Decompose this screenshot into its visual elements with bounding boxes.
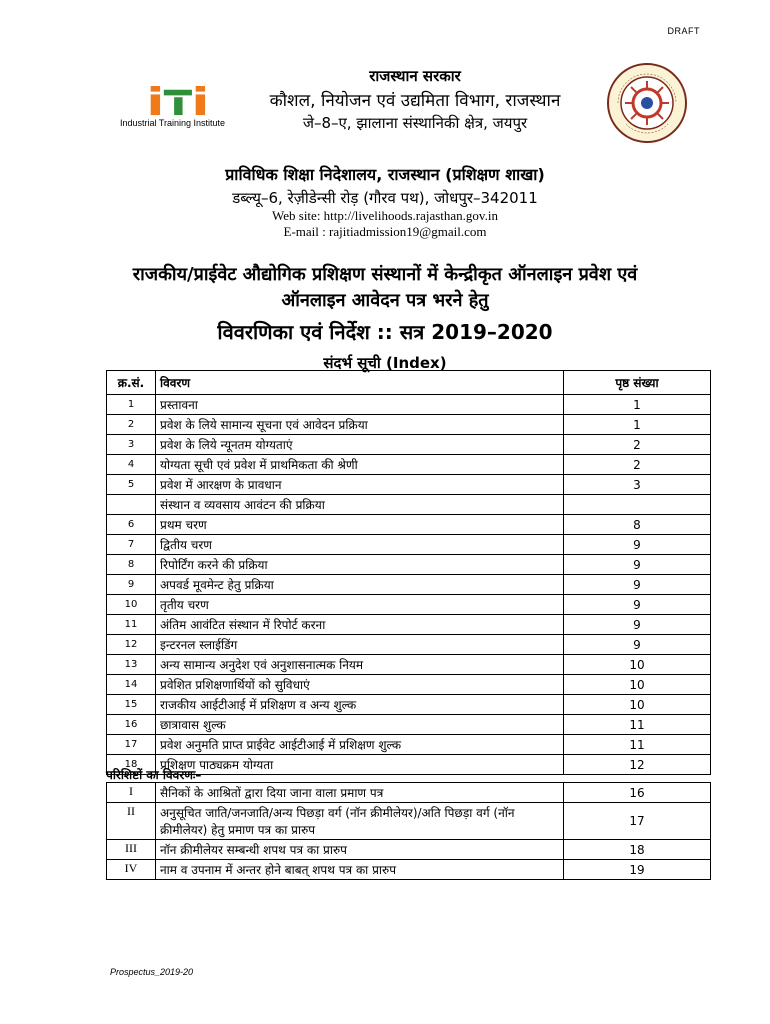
draft-label: DRAFT: [667, 26, 700, 36]
table-row: [107, 735, 711, 755]
serial-cell: 15: [107, 695, 156, 715]
serial-cell: 2: [107, 415, 156, 435]
table-row: [107, 803, 711, 840]
page-cell: 18: [564, 840, 711, 860]
government-header: [240, 66, 590, 133]
page-cell: 11: [564, 715, 711, 735]
description-cell: राजकीय आईटीआई में प्रशिक्षण व अन्य शुल्क: [156, 695, 564, 715]
page-cell: 1: [564, 415, 711, 435]
table-row: [107, 783, 711, 803]
table-row: [107, 435, 711, 455]
table-row: [107, 715, 711, 735]
footer-label: Prospectus_2019-20: [110, 967, 194, 977]
table-row: [107, 555, 711, 575]
description-cell: रिपोर्टिंग करने की प्रक्रिया: [156, 555, 564, 575]
table-row: [107, 535, 711, 555]
table-row: [107, 655, 711, 675]
iti-logo-icon: [146, 86, 236, 116]
serial-cell: 3: [107, 435, 156, 455]
table-row: [107, 395, 711, 415]
description-cell: अंतिम आवंटित संस्थान में रिपोर्ट करना: [156, 615, 564, 635]
description-cell: इन्टरनल स्लाईडिंग: [156, 635, 564, 655]
page-cell: 9: [564, 615, 711, 635]
description-cell: प्रशिक्षण पाठ्यक्रम योग्यता: [156, 755, 564, 775]
page-cell: 11: [564, 735, 711, 755]
header-description: विवरण: [156, 371, 564, 395]
serial-cell: I: [107, 783, 156, 803]
description-cell: प्रवेश अनुमति प्राप्त प्राईवेट आईटीआई में प्रशिक्षण शुल्क: [156, 735, 564, 755]
serial-cell: III: [107, 840, 156, 860]
serial-cell: 18: [107, 755, 156, 775]
description-cell: अन्य सामान्य अनुदेश एवं अनुशासनात्मक नियम: [156, 655, 564, 675]
table-row: [107, 675, 711, 695]
appendix-heading: परिशिष्टों का विवरणः–: [106, 768, 202, 782]
serial-cell: 7: [107, 535, 156, 555]
page-cell: 10: [564, 675, 711, 695]
index-body: [107, 395, 711, 775]
page-cell: 12: [564, 755, 711, 775]
table-row: [107, 860, 711, 880]
index-header-row: [107, 371, 711, 395]
page-cell: 9: [564, 555, 711, 575]
description-cell: प्रथम चरण: [156, 515, 564, 535]
serial-cell: 12: [107, 635, 156, 655]
description-cell: द्वितीय चरण: [156, 535, 564, 555]
index-heading: संदर्भ सूची (Index): [323, 354, 447, 372]
page-cell: 9: [564, 595, 711, 615]
description-cell: प्रवेश में आरक्षण के प्रावधान: [156, 475, 564, 495]
page-cell: 9: [564, 535, 711, 555]
description-cell: योग्यता सूची एवं प्रवेश में प्राथमिकता की श्रेणी: [156, 455, 564, 475]
table-row: [107, 595, 711, 615]
page-cell: 8: [564, 515, 711, 535]
directorate-block: [0, 163, 770, 240]
serial-cell: 17: [107, 735, 156, 755]
appendix-body: [107, 783, 711, 880]
table-row: [107, 575, 711, 595]
serial-cell: 11: [107, 615, 156, 635]
serial-cell: 16: [107, 715, 156, 735]
description-cell: प्रस्तावना: [156, 395, 564, 415]
page-cell: 2: [564, 455, 711, 475]
description-cell: नॉन क्रीमीलेयर सम्बन्धी शपथ पत्र का प्रारुप: [156, 840, 564, 860]
description-cell: अपवर्ड मूवमेन्ट हेतु प्रक्रिया: [156, 575, 564, 595]
page-cell: 17: [564, 803, 711, 840]
serial-cell: 10: [107, 595, 156, 615]
serial-cell: 4: [107, 455, 156, 475]
technical-education-seal: [606, 62, 688, 144]
description-cell: सैनिकों के आश्रितों द्वारा दिया जाना वाला प्रमाण पत्र: [156, 783, 564, 803]
page-cell: 9: [564, 635, 711, 655]
page-cell: 10: [564, 655, 711, 675]
page-cell: 16: [564, 783, 711, 803]
serial-cell: 13: [107, 655, 156, 675]
website-text: Web site: http://livelihoods.rajasthan.gov.in: [272, 208, 498, 223]
serial-cell: 5: [107, 475, 156, 495]
page-cell: [564, 495, 711, 515]
page-cell: 1: [564, 395, 711, 415]
table-row: [107, 635, 711, 655]
index-table: [106, 370, 711, 775]
email-text: E-mail : rajitiadmission19@gmail.com: [283, 224, 487, 239]
serial-cell: 8: [107, 555, 156, 575]
page-cell: 2: [564, 435, 711, 455]
table-row: [107, 615, 711, 635]
table-row: [107, 515, 711, 535]
header-page: पृष्ठ संख्या: [564, 371, 711, 395]
appendix-table: [106, 782, 711, 880]
table-row: [107, 840, 711, 860]
serial-cell: 1: [107, 395, 156, 415]
table-row: [107, 455, 711, 475]
page-cell: 3: [564, 475, 711, 495]
iti-logo: [120, 86, 232, 128]
description-cell: अनुसूचित जाति/जनजाति/अन्य पिछड़ा वर्ग (नॉन क्रीमीलेयर)/अति पिछड़ा वर्ग (नॉन क्रीमीलेयर) हेतु प्रमाण पत्र का प्रारुप: [156, 803, 564, 840]
document-title: [0, 262, 770, 373]
description-cell: तृतीय चरण: [156, 595, 564, 615]
serial-cell: 6: [107, 515, 156, 535]
directorate-address: डब्ल्यू–6, रेज़ीडेन्सी रोड़ (गौरव पथ), जोधपुर–342011: [232, 189, 538, 207]
serial-cell: II: [107, 803, 156, 840]
page-cell: 9: [564, 575, 711, 595]
table-row: [107, 695, 711, 715]
serial-cell: IV: [107, 860, 156, 880]
description-cell: नाम व उपनाम में अन्तर होने बाबत् शपथ पत्र का प्रारुप: [156, 860, 564, 880]
title-line-3: विवरणिका एवं निर्देश :: सत्र 2019–2020: [217, 320, 553, 344]
description-cell: छात्रावास शुल्क: [156, 715, 564, 735]
serial-cell: 9: [107, 575, 156, 595]
header-serial: क्र.सं.: [107, 371, 156, 395]
serial-cell: 14: [107, 675, 156, 695]
logo-caption: Industrial Training Institute: [120, 118, 226, 128]
government-address: जे–8–ए, झालाना संस्थानिकी क्षेत्र, जयपुर: [302, 114, 528, 132]
title-line-2: ऑनलाइन आवेदन पत्र भरने हेतु: [281, 290, 489, 311]
table-row: [107, 475, 711, 495]
directorate-name: प्राविधिक शिक्षा निदेशालय, राजस्थान (प्रशिक्षण शाखा): [225, 165, 545, 184]
description-cell: प्रवेश के लिये सामान्य सूचना एवं आवेदन प्रक्रिया: [156, 415, 564, 435]
description-cell: प्रवेश के लिये न्यूनतम योग्यताएं: [156, 435, 564, 455]
serial-cell: [107, 495, 156, 515]
title-line-1: राजकीय/प्राईवेट औद्योगिक प्रशिक्षण संस्थानों में केन्द्रीकृत ऑनलाइन प्रवेश एवं: [132, 264, 638, 285]
description-cell: संस्थान व व्यवसाय आवंटन की प्रक्रिया: [156, 495, 564, 515]
page-cell: 19: [564, 860, 711, 880]
description-cell: प्रवेशित प्रशिक्षणार्थियों को सुविधाएं: [156, 675, 564, 695]
government-name: राजस्थान सरकार: [369, 67, 461, 85]
department-name: कौशल, नियोजन एवं उद्यमिता विभाग, राजस्थान: [269, 91, 561, 111]
table-row: [107, 495, 711, 515]
table-row: [107, 415, 711, 435]
page-cell: 10: [564, 695, 711, 715]
